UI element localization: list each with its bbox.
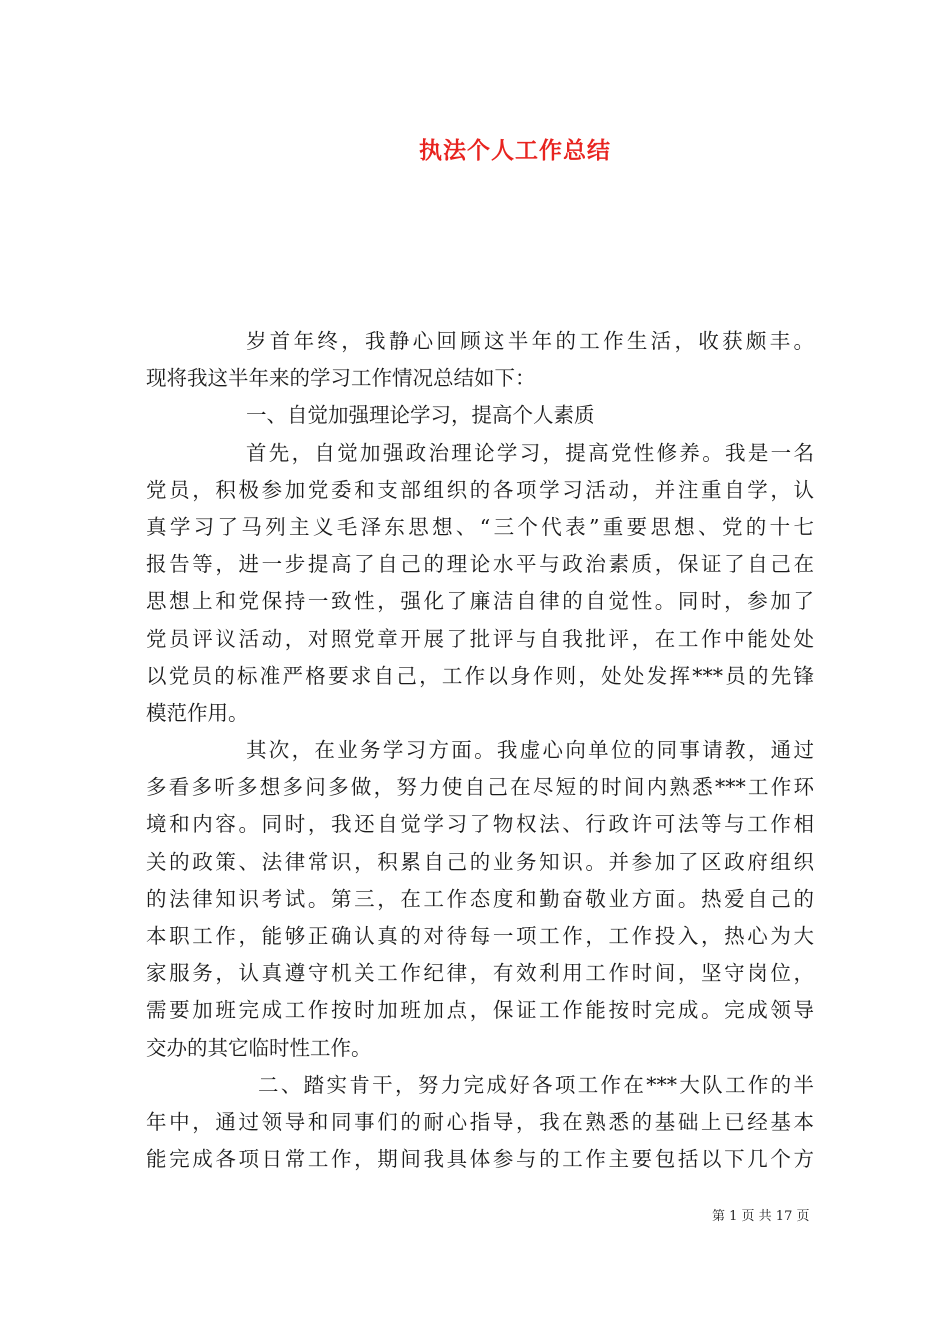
body-line: 的法律知识考试。第三，在工作态度和勤奋敬业方面。热爱自己的 bbox=[146, 886, 814, 911]
body-line: 报告等，进一步提高了自己的理论水平与政治素质，保证了自己在 bbox=[146, 552, 814, 577]
body-line: 岁首年终，我静心回顾这半年的工作生活，收获颇丰。 bbox=[246, 329, 814, 353]
section-heading: 二、踏实肯干，努力完成好各项工作在***大队工作的半 bbox=[258, 1072, 814, 1097]
body-line: 首先，自觉加强政治理论学习，提高党性修养。我是一名 bbox=[246, 440, 814, 465]
document-body bbox=[146, 323, 814, 1178]
body-line: 需要加班完成工作按时加班加点，保证工作能按时完成。完成领导 bbox=[146, 998, 814, 1023]
body-line: 模范作用。 bbox=[146, 700, 249, 725]
body-line: 以党员的标准严格要求自己，工作以身作则，处处发挥***员的先锋 bbox=[146, 663, 814, 688]
body-line: 本职工作，能够正确认真的对待每一项工作，工作投入，热心为大 bbox=[146, 924, 814, 948]
body-line: 交办的其它临时性工作。 bbox=[146, 1035, 372, 1060]
body-line: 关的政策、法律常识，积累自己的业务知识。并参加了区政府组织 bbox=[146, 849, 814, 874]
body-line: 境和内容。同时，我还自觉学习了物权法、行政许可法等与工作相 bbox=[146, 812, 814, 837]
body-line: 家服务，认真遵守机关工作纪律，有效利用工作时间，坚守岗位， bbox=[146, 961, 814, 986]
body-line: 党员，积极参加党委和支部组织的各项学习活动，并注重自学，认 bbox=[146, 477, 814, 502]
body-line: 多看多听多想多问多做，努力使自己在尽短的时间内熟悉***工作环 bbox=[146, 775, 814, 800]
body-line: 其次，在业务学习方面。我虚心向单位的同事请教，通过 bbox=[246, 738, 814, 763]
body-line: 思想上和党保持一致性，强化了廉洁自律的自觉性。同时，参加了 bbox=[146, 589, 814, 614]
body-line: 年中，通过领导和同事们的耐心指导，我在熟悉的基础上已经基本 bbox=[146, 1109, 814, 1134]
document-title: 执法个人工作总结 bbox=[419, 137, 611, 164]
page-number: 第 1 页 共 17 页 bbox=[712, 1209, 810, 1224]
section-heading: 一、自觉加强理论学习，提高个人素质 bbox=[246, 403, 595, 428]
body-line: 党员评议活动，对照党章开展了批评与自我批评，在工作中能处处 bbox=[146, 626, 814, 651]
body-line: 能完成各项日常工作，期间我具体参与的工作主要包括以下几个方 bbox=[146, 1147, 814, 1172]
body-line: 现将我这半年来的学习工作情况总结如下： bbox=[146, 366, 536, 391]
body-line: 真学习了马列主义毛泽东思想、“三个代表”重要思想、党的十七 bbox=[146, 514, 814, 539]
